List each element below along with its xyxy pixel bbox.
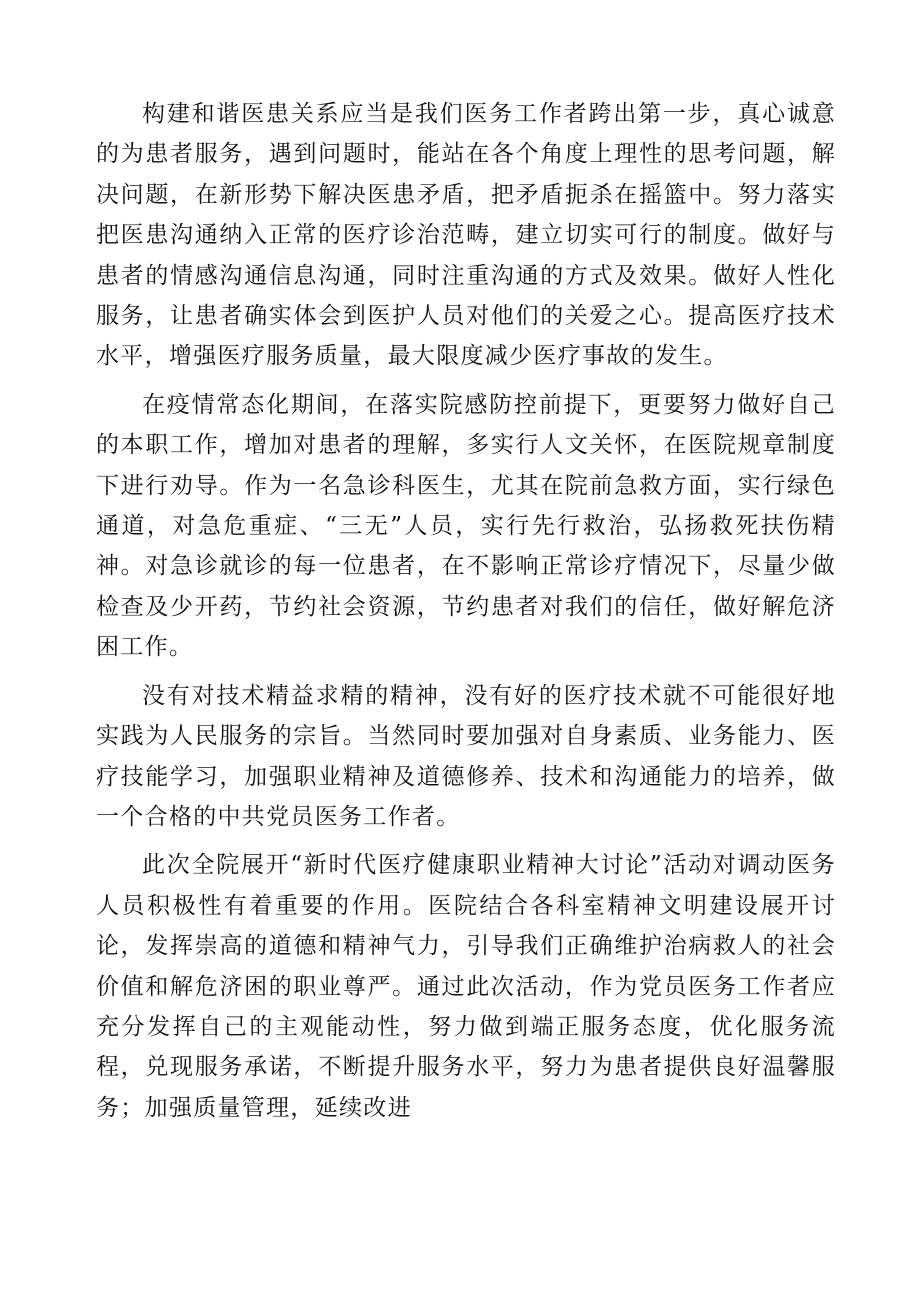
- paragraph-4: 此次全院展开“新时代医疗健康职业精神大讨论”活动对调动医务人员积极性有着重要的作用。医院结合各科室精神文明建设展开讨论，发挥崇高的道德和精神气力，引导我们正确维护治病救人的社会价值和解危济困的职业尊严。通过此次活动，作为党员医务工作者应充分发挥自己的主观能动性，努力做到端正服务态度，优化服务流程，兑现服务承诺，不断提升服务水平，努力为患者提供良好温馨服务；加强质量管理，延续改进: [96, 852, 836, 1121]
- paragraph-2: 在疫情常态化期间，在落实院感防控前提下，更要努力做好自己的本职工作，增加对患者的理解，多实行人文关怀，在医院规章制度下进行劝导。作为一名急诊科医生，尤其在院前急救方面，实行绿色通道，对急危重症、“三无”人员，实行先行救治，弘扬救死扶伤精神。对急诊就诊的每一位患者，在不影响正常诊疗情况下，尽量少做检查及少开药，节约社会资源，节约患者对我们的信任，做好解危济困工作。: [96, 391, 836, 661]
- paragraph-3: 没有对技术精益求精的精神，没有好的医疗技术就不可能很好地实践为人民服务的宗旨。当然同时要加强对自身素质、业务能力、医疗技能学习，加强职业精神及道德修养、技术和沟通能力的培养，做一个合格的中共党员医务工作者。: [96, 682, 836, 830]
- paragraph-1: 构建和谐医患关系应当是我们医务工作者跨出第一步，真心诚意的为患者服务，遇到问题时，能站在各个角度上理性的思考问题，解决问题，在新形势下解决医患矛盾，把矛盾扼杀在摇篮中。努力落实把医患沟通纳入正常的医疗诊治范畴，建立切实可行的制度。做好与患者的情感沟通信息沟通，同时注重沟通的方式及效果。做好人性化服务，让患者确实体会到医护人员对他们的关爱之心。提高医疗技术水平，增强医疗服务质量，最大限度减少医疗事故的发生。: [96, 101, 836, 370]
- document-body: [96, 94, 836, 1136]
